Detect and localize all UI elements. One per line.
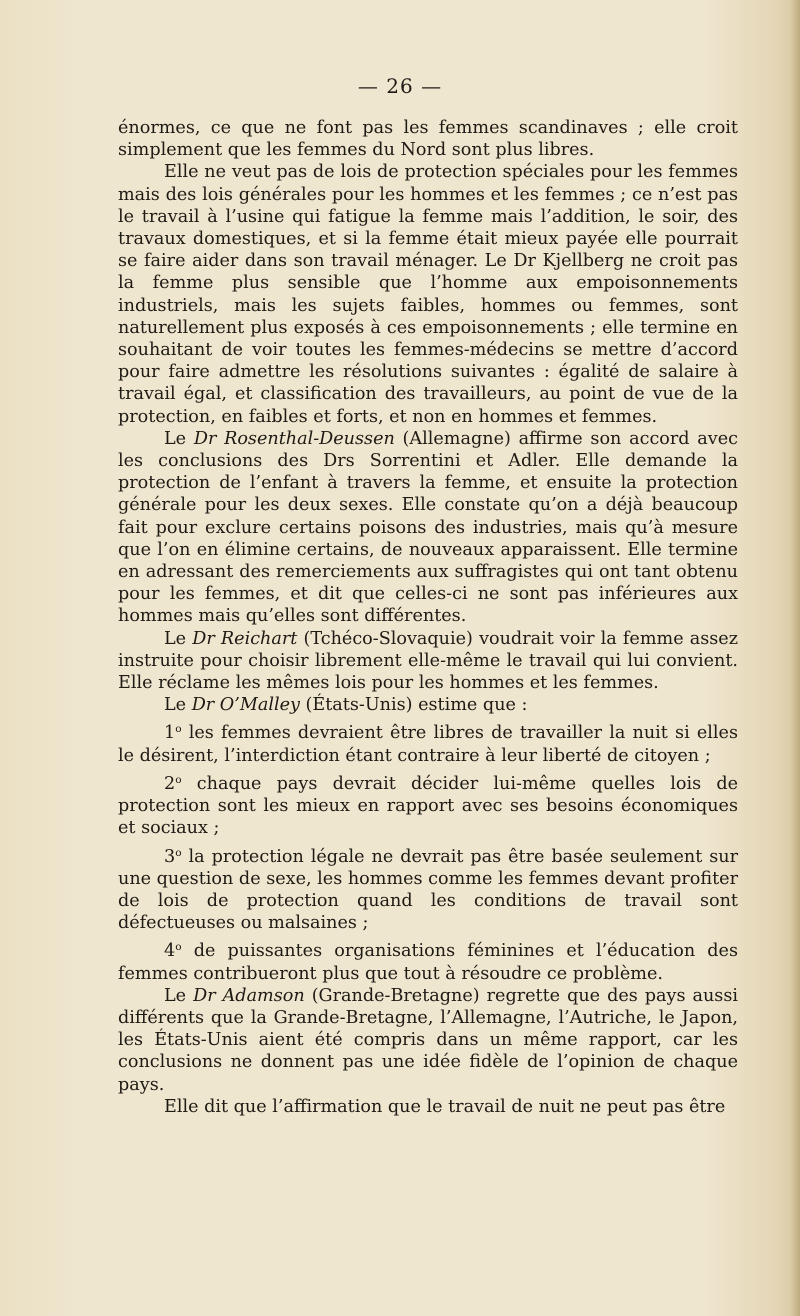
- body-text: [118, 117, 738, 1118]
- speaker-name: Dr Adamson: [193, 985, 305, 1006]
- list-item-4: 4$^o$ de puissantes organisations féminines et l’éducation des femmes contribueront plus que tout à résoudre ce problème.: [118, 941, 738, 984]
- speaker-name: Dr O’Malley: [191, 695, 300, 716]
- paragraph-reichart: Le Dr Reichart (Tchéco-Slovaquie) voudrait voir la femme assez instruite pour choisir librement elle-même le travail qui lui convient. Elle réclame les mêmes lois pour les hommes et les femmes.: [118, 628, 738, 694]
- list-item-3: 3$^o$ la protection légale ne devrait pas être basée seulement sur une question de sexe, les hommes comme les femmes devant profiter de lois de protection quand les conditions de travail sont défectueuses ou malsaines ;: [118, 846, 738, 934]
- list-item-2: 2$^o$ chaque pays devrait décider lui-même quelles lois de protection sont les mieux en rapport avec ses besoins économiques et sociaux ;: [118, 773, 738, 839]
- speaker-name: Dr Reichart: [192, 628, 298, 649]
- page-edge-shadow: [790, 0, 800, 1316]
- paragraph-continuation: énormes, ce que ne font pas les femmes scandinaves ; elle croit simplement que les femmes du Nord sont plus libres.: [118, 118, 738, 161]
- speaker-name: Dr Rosenthal-Deussen: [193, 428, 395, 449]
- paragraph-adamson: Le Dr Adamson (Grande-Bretagne) regrette que des pays aussi différents que la Grande-Bretagne, l’Allemagne, l’Autriche, le Japon, les États-Unis aient été compris dans un même rapport, car les conclusions ne donnent pas une idée fidèle de l’opinion de chaque pays.: [118, 985, 738, 1095]
- list-item-1: 1$^o$ les femmes devraient être libres de travailler la nuit si elles le désirent, l’interdiction étant contraire à leur liberté de citoyen ;: [118, 723, 738, 766]
- page-number: — 26 —: [357, 74, 443, 98]
- paragraph-kjellberg: Elle ne veut pas de lois de protection spéciales pour les femmes mais des lois générales pour les hommes et les femmes ; ce n’est pas le travail à l’usine qui fatigue la femme mais l’addition, le soir, des travaux domestiques, et si la femme était mieux payée elle pourrait se faire aider dans son travail ménager. Le Dr Kjellberg ne croit pas la femme plus sensible que l’homme aux empoisonnements industriels, mais les sujets faibles, hommes ou femmes, sont naturellement plus exposés à ces empoisonnements ; elle termine en souhaitant de voir toutes les femmes-médecins se mettre d’accord pour faire admettre les résolutions suivantes : égalité de salaire à travail égal, et classification des travailleurs, au point de vue de la protection, en faibles et forts, et non en hommes et femmes.: [118, 162, 738, 427]
- paragraph-rosenthal-deussen: Le Dr Rosenthal-Deussen (Allemagne) affirme son accord avec les conclusions des Drs Sorrentini et Adler. Elle demande la protection de l’enfant à travers la femme, et ensuite la protection générale pour les deux sexes. Elle constate qu’on a déjà beaucoup fait pour exclure certains poisons des industries, mais qu’à mesure que l’on en élimine certains, de nouveaux apparaissent. Elle termine en adressant des remerciements aux suffragistes qui ont tant obtenu pour les femmes, et dit que celles-ci ne sont pas inférieures aux hommes mais qu’elles sont différentes.: [118, 428, 738, 627]
- paragraph-omalley: Le Dr O’Malley (États-Unis) estime que :: [164, 695, 528, 716]
- paragraph-last-line: Elle dit que l’affirmation que le travail de nuit ne peut pas être: [164, 1096, 726, 1117]
